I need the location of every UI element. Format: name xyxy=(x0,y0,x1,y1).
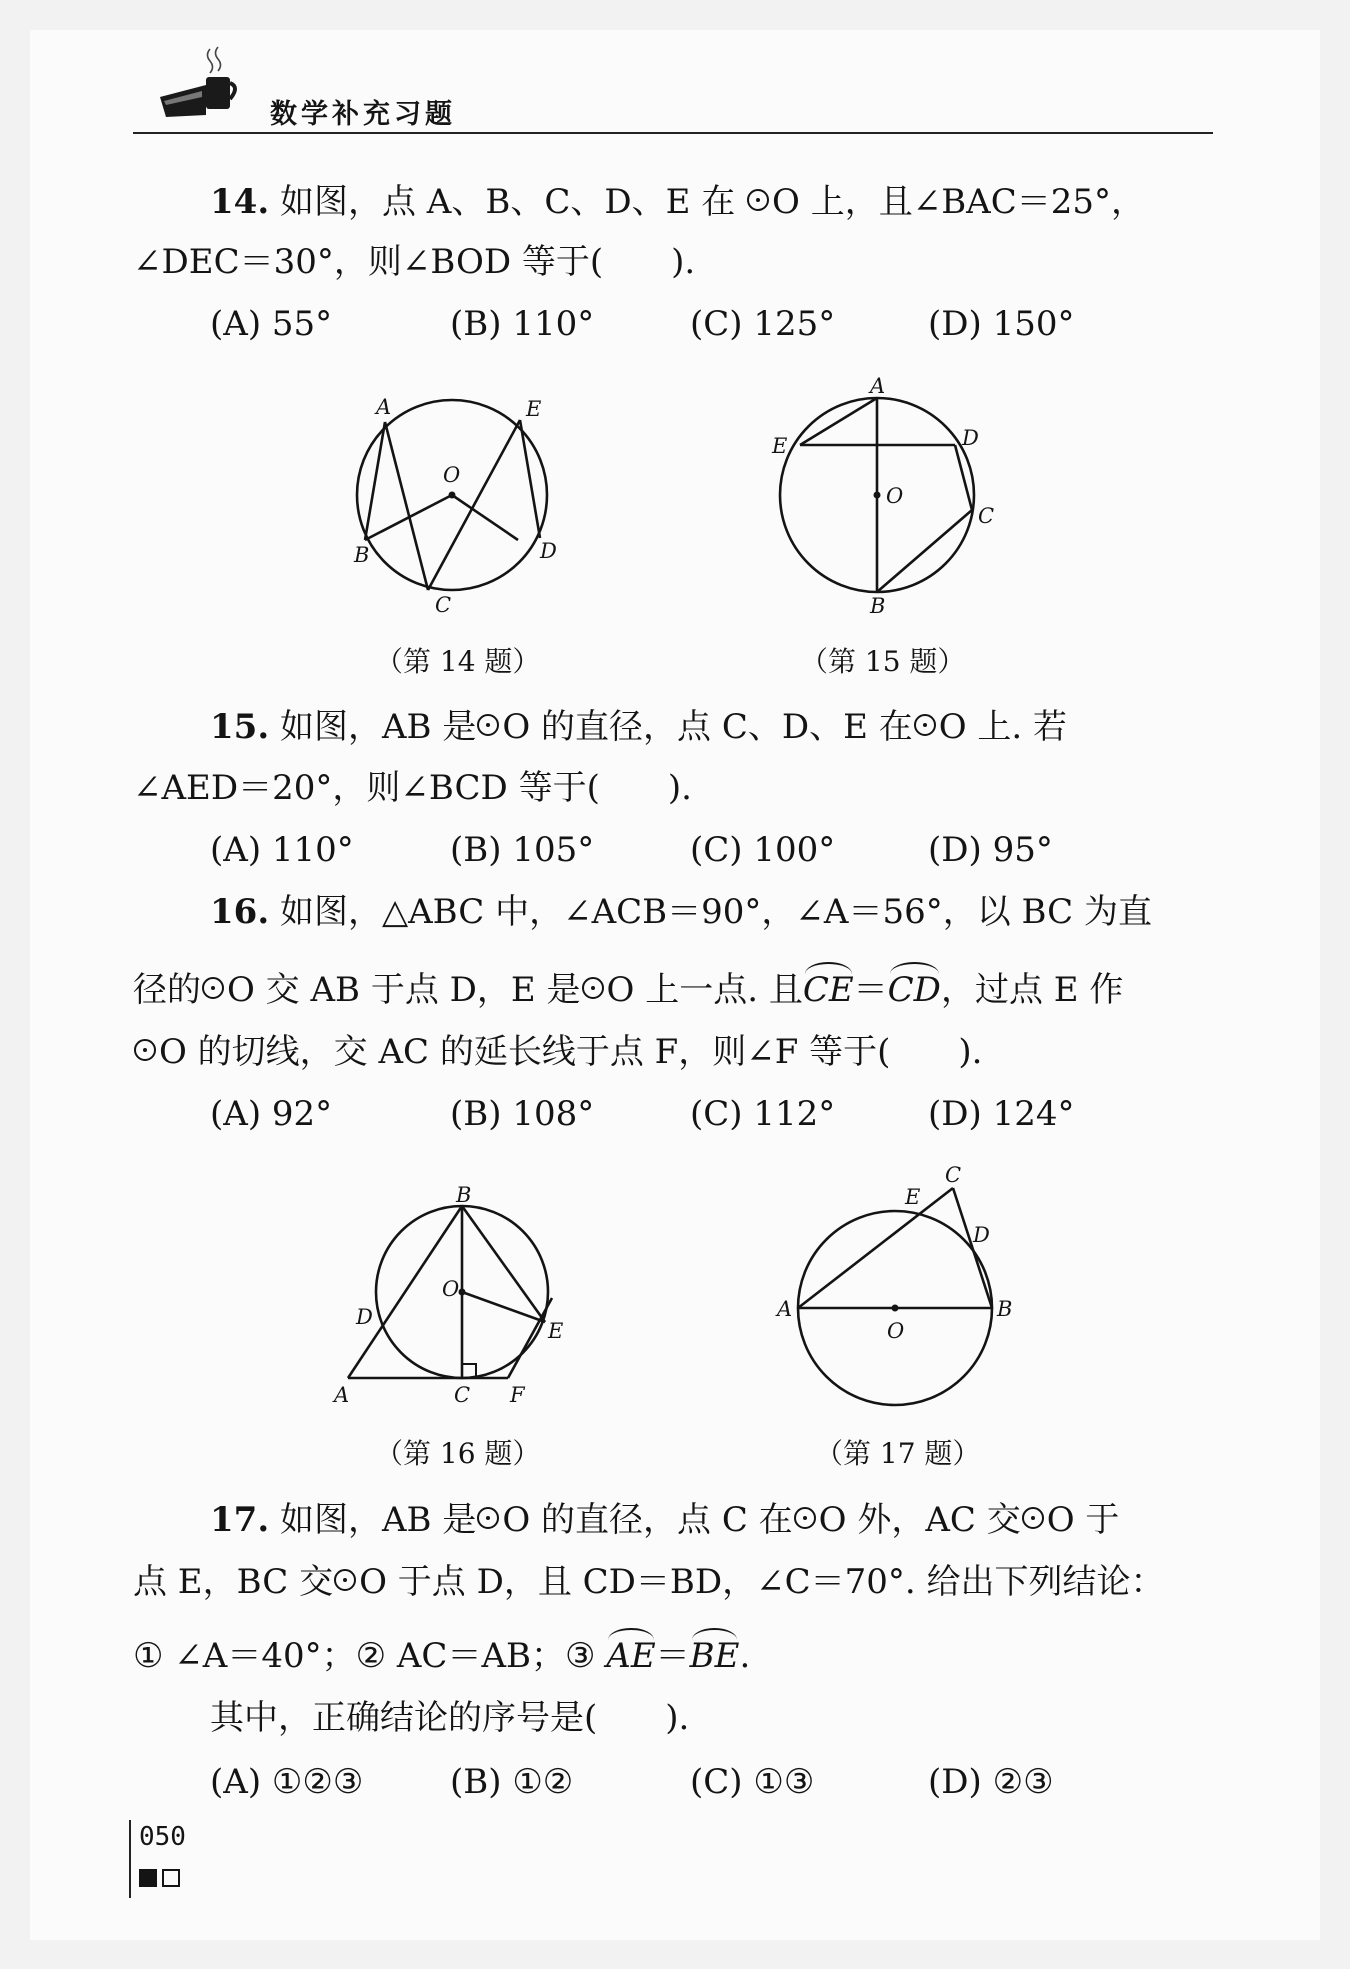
q16-equals: ＝ xyxy=(853,970,888,1010)
q14-option-d: (D) 150° xyxy=(928,304,1075,344)
q15-line2: ∠AED＝20°，则∠BCD 等于( ). xyxy=(133,768,692,808)
circle-dot-symbol xyxy=(793,1498,819,1542)
q15-number: 15. xyxy=(210,707,270,747)
figure-15 xyxy=(760,375,1020,625)
fig16-label-a: A xyxy=(334,1383,350,1407)
q14-line1 xyxy=(133,180,1145,224)
fig15-label-a: A xyxy=(870,374,886,398)
q16-arc-cd: CD xyxy=(887,970,941,1010)
circle-dot-symbol xyxy=(581,968,607,1012)
q14-option-c: (C) 125° xyxy=(690,304,836,344)
fig15-caption: （第 15 题） xyxy=(800,645,966,678)
figure-14 xyxy=(340,390,580,630)
q16-option-b: (B) 108° xyxy=(450,1094,595,1134)
q15-option-b: (B) 105° xyxy=(450,830,595,870)
q16-text-b: 径的 xyxy=(133,970,201,1010)
q17-option-d: (D) ②③ xyxy=(928,1762,1054,1802)
q14-text-b: O 上，且∠BAC＝25°， xyxy=(772,182,1146,222)
fig16-caption: （第 16 题） xyxy=(375,1437,541,1470)
filled-square-icon xyxy=(139,1869,157,1887)
fig14-label-d: D xyxy=(540,539,557,563)
fig17-label-a: A xyxy=(777,1297,793,1321)
q16-line3 xyxy=(133,1030,983,1074)
q17-option-b: (B) ①② xyxy=(450,1762,574,1802)
fig14-center-dot xyxy=(449,492,456,499)
fig15-label-b: B xyxy=(870,594,886,618)
figure-17 xyxy=(775,1160,1035,1420)
q15-option-d: (D) 95° xyxy=(928,830,1053,870)
fig16-center-dot xyxy=(459,1289,466,1296)
circle-dot-symbol xyxy=(133,1030,159,1074)
q15-line1 xyxy=(133,705,1067,749)
circle-dot-symbol xyxy=(1021,1498,1047,1542)
q16-option-c: (C) 112° xyxy=(690,1094,836,1134)
q15-option-c: (C) 100° xyxy=(690,830,836,870)
fig16-label-f: F xyxy=(510,1383,525,1407)
q16-option-a: (A) 92° xyxy=(210,1094,333,1134)
q14-option-a: (A) 55° xyxy=(210,304,333,344)
q17-text-a: 如图，AB 是 xyxy=(279,1500,477,1540)
q17-arc-be: BE xyxy=(689,1636,740,1676)
q16-option-d: (D) 124° xyxy=(928,1094,1075,1134)
q15-text-c: O 上. 若 xyxy=(938,707,1068,747)
circle-dot-symbol xyxy=(476,1498,502,1542)
fig15-label-o: O xyxy=(886,484,904,508)
q16-line2 xyxy=(133,968,1123,1012)
fig17-label-b: B xyxy=(997,1297,1013,1321)
fig14-label-b: B xyxy=(354,543,370,567)
fig15-label-c: C xyxy=(978,504,995,528)
q16-line1 xyxy=(133,890,1152,934)
circle-dot-symbol xyxy=(201,968,227,1012)
fig17-caption: （第 17 题） xyxy=(815,1437,981,1470)
page-number: 050 xyxy=(139,1822,186,1852)
q16-text-e: ，过点 E 作 xyxy=(940,970,1124,1010)
q17-text-e: 点 E，BC 交 xyxy=(133,1562,334,1602)
fig17-label-d: D xyxy=(973,1223,990,1247)
q16-text-a: 如图，△ABC 中，∠ACB＝90°，∠A＝56°，以 BC 为直 xyxy=(279,892,1152,932)
fig15-label-d: D xyxy=(962,426,979,450)
fig16-label-e: E xyxy=(548,1319,564,1343)
q17-text-b: O 的直径，点 C 在 xyxy=(502,1500,793,1540)
book-cup-icon xyxy=(158,45,248,120)
header-title: 数学补充习题 xyxy=(270,99,456,130)
fig15-center-dot xyxy=(874,492,881,499)
q17-line3 xyxy=(133,1634,750,1678)
page-number-bar xyxy=(129,1820,131,1898)
fig14-label-c: C xyxy=(435,593,452,617)
q15-text-b: O 的直径，点 C、D、E 在 xyxy=(502,707,913,747)
q16-text-f: O 的切线，交 AC 的延长线于点 F，则∠F 等于( ). xyxy=(159,1032,983,1072)
fig14-label-o: O xyxy=(443,463,461,487)
q17-option-a: (A) ①②③ xyxy=(210,1762,364,1802)
circle-dot-symbol xyxy=(746,180,772,224)
q17-text-g: ① ∠A＝40°；② AC＝AB；③ xyxy=(133,1636,607,1676)
q16-text-c: O 交 AB 于点 D，E 是 xyxy=(227,970,581,1010)
figure-16 xyxy=(330,1180,570,1420)
q14-line2: ∠DEC＝30°，则∠BOD 等于( ). xyxy=(133,242,696,282)
circle-dot-symbol xyxy=(333,1560,359,1604)
fig15-label-e: E xyxy=(772,434,788,458)
fig17-center-dot xyxy=(892,1305,899,1312)
q17-line1 xyxy=(133,1498,1119,1542)
q14-option-b: (B) 110° xyxy=(450,304,595,344)
fig16-label-b: B xyxy=(456,1183,472,1207)
fig16-label-o: O xyxy=(442,1277,460,1301)
q17-line4: 其中，正确结论的序号是( ). xyxy=(210,1698,690,1738)
fig14-caption: （第 14 题） xyxy=(375,645,541,678)
q17-option-c: (C) ①③ xyxy=(690,1762,815,1802)
fig17-label-e: E xyxy=(905,1185,921,1209)
fig14-label-e: E xyxy=(526,397,542,421)
q17-text-h: . xyxy=(739,1636,751,1676)
q16-text-d: O 上一点. 且 xyxy=(606,970,803,1010)
circle-dot-symbol xyxy=(476,705,502,749)
q17-number: 17. xyxy=(210,1500,270,1540)
q14-number: 14. xyxy=(210,182,270,222)
q17-text-d: O 于 xyxy=(1046,1500,1120,1540)
q17-text-f: O 于点 D，且 CD＝BD，∠C＝70°. 给出下列结论： xyxy=(359,1562,1165,1602)
fig17-label-o: O xyxy=(887,1319,905,1343)
q16-number: 16. xyxy=(210,892,270,932)
header-rule xyxy=(133,132,1213,134)
fig16-label-d: D xyxy=(356,1305,373,1329)
q16-arc-ce: CE xyxy=(802,970,854,1010)
q17-text-c: O 外，AC 交 xyxy=(818,1500,1021,1540)
q17-line2 xyxy=(133,1560,1165,1604)
circle-dot-symbol xyxy=(913,705,939,749)
q17-arc-ae: AE xyxy=(606,1636,656,1676)
fig16-label-c: C xyxy=(454,1383,471,1407)
q15-option-a: (A) 110° xyxy=(210,830,354,870)
q17-equals: ＝ xyxy=(655,1636,690,1676)
empty-square-icon xyxy=(162,1869,180,1887)
fig14-label-a: A xyxy=(376,395,392,419)
fig17-label-c: C xyxy=(945,1163,962,1187)
q15-text-a: 如图，AB 是 xyxy=(279,707,477,747)
q14-text-a: 如图，点 A、B、C、D、E 在 xyxy=(279,182,736,222)
